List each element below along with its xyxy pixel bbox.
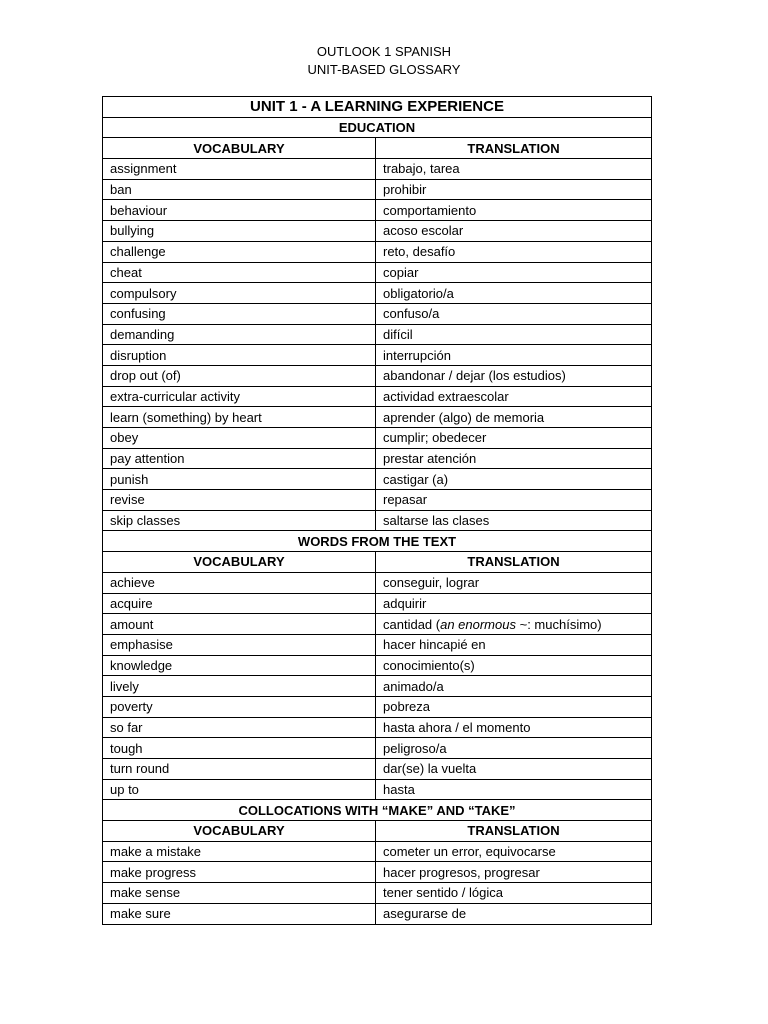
table-row	[103, 159, 652, 180]
table-row	[103, 634, 652, 655]
vocabulary-cell: challenge	[103, 241, 376, 262]
table-row	[103, 283, 652, 304]
table-row	[103, 490, 652, 511]
table-row	[103, 779, 652, 800]
table-row	[103, 407, 652, 428]
vocabulary-cell: make progress	[103, 862, 376, 883]
vocabulary-cell: drop out (of)	[103, 365, 376, 386]
vocabulary-cell: cheat	[103, 262, 376, 283]
column-header-vocabulary: VOCABULARY	[103, 821, 376, 842]
vocabulary-cell: assignment	[103, 159, 376, 180]
translation-cell: pobreza	[376, 696, 652, 717]
section-title: EDUCATION	[103, 117, 652, 138]
glossary-body	[103, 97, 652, 925]
table-row	[103, 903, 652, 924]
table-row	[103, 676, 652, 697]
translation-cell: cumplir; obedecer	[376, 428, 652, 449]
table-row	[103, 593, 652, 614]
vocabulary-cell: tough	[103, 738, 376, 759]
table-row	[103, 448, 652, 469]
table-row	[103, 365, 652, 386]
table-row	[103, 386, 652, 407]
vocabulary-cell: knowledge	[103, 655, 376, 676]
vocabulary-cell: lively	[103, 676, 376, 697]
translation-cell: saltarse las clases	[376, 510, 652, 531]
table-row	[103, 262, 652, 283]
translation-cell: hacer progresos, progresar	[376, 862, 652, 883]
vocabulary-cell: pay attention	[103, 448, 376, 469]
table-row	[103, 883, 652, 904]
translation-cell: reto, desafío	[376, 241, 652, 262]
translation-cell: comportamiento	[376, 200, 652, 221]
header-line-2: UNIT-BASED GLOSSARY	[307, 62, 461, 77]
vocabulary-cell: make sure	[103, 903, 376, 924]
vocabulary-cell: achieve	[103, 572, 376, 593]
translation-cell: hacer hincapié en	[376, 634, 652, 655]
column-header-translation: TRANSLATION	[376, 552, 652, 573]
vocabulary-cell: obey	[103, 428, 376, 449]
column-header-vocabulary: VOCABULARY	[103, 138, 376, 159]
vocabulary-cell: punish	[103, 469, 376, 490]
translation-cell: animado/a	[376, 676, 652, 697]
translation-cell: trabajo, tarea	[376, 159, 652, 180]
vocabulary-cell: emphasise	[103, 634, 376, 655]
translation-cell: adquirir	[376, 593, 652, 614]
vocabulary-cell: extra-curricular activity	[103, 386, 376, 407]
translation-cell: dar(se) la vuelta	[376, 759, 652, 780]
unit-title: UNIT 1 - A LEARNING EXPERIENCE	[103, 97, 652, 118]
vocabulary-cell: revise	[103, 490, 376, 511]
translation-cell: conseguir, lograr	[376, 572, 652, 593]
vocabulary-cell: behaviour	[103, 200, 376, 221]
translation-cell: interrupción	[376, 345, 652, 366]
vocabulary-cell: poverty	[103, 696, 376, 717]
vocabulary-cell: disruption	[103, 345, 376, 366]
translation-cell: prestar atención	[376, 448, 652, 469]
table-row	[103, 717, 652, 738]
table-row	[103, 200, 652, 221]
vocabulary-cell: compulsory	[103, 283, 376, 304]
translation-cell: cantidad (an enormous ~: muchísimo)	[376, 614, 652, 635]
table-row	[103, 221, 652, 242]
glossary-table	[102, 96, 652, 925]
translation-cell: obligatorio/a	[376, 283, 652, 304]
table-row	[103, 324, 652, 345]
column-header-vocabulary: VOCABULARY	[103, 552, 376, 573]
vocabulary-cell: bullying	[103, 221, 376, 242]
translation-cell: aprender (algo) de memoria	[376, 407, 652, 428]
vocabulary-cell: acquire	[103, 593, 376, 614]
translation-cell: actividad extraescolar	[376, 386, 652, 407]
section-title-row	[103, 117, 652, 138]
table-row	[103, 179, 652, 200]
translation-cell: hasta	[376, 779, 652, 800]
translation-cell: asegurarse de	[376, 903, 652, 924]
table-row	[103, 241, 652, 262]
table-row	[103, 469, 652, 490]
vocabulary-cell: turn round	[103, 759, 376, 780]
vocabulary-cell: demanding	[103, 324, 376, 345]
column-header-row	[103, 552, 652, 573]
table-row	[103, 738, 652, 759]
translation-cell: tener sentido / lógica	[376, 883, 652, 904]
table-row	[103, 655, 652, 676]
header-line-1: OUTLOOK 1 SPANISH	[316, 44, 452, 59]
translation-cell: hasta ahora / el momento	[376, 717, 652, 738]
vocabulary-cell: ban	[103, 179, 376, 200]
vocabulary-cell: amount	[103, 614, 376, 635]
translation-cell: prohibir	[376, 179, 652, 200]
table-row	[103, 428, 652, 449]
table-row	[103, 614, 652, 635]
translation-cell: copiar	[376, 262, 652, 283]
section-title: WORDS FROM THE TEXT	[103, 531, 652, 552]
unit-title-row	[103, 97, 652, 118]
vocabulary-cell: learn (something) by heart	[103, 407, 376, 428]
vocabulary-cell: make a mistake	[103, 841, 376, 862]
translation-cell: cometer un error, equivocarse	[376, 841, 652, 862]
translation-cell: repasar	[376, 490, 652, 511]
section-title-row	[103, 800, 652, 821]
translation-cell: conocimiento(s)	[376, 655, 652, 676]
vocabulary-cell: skip classes	[103, 510, 376, 531]
translation-cell: difícil	[376, 324, 652, 345]
translation-cell: confuso/a	[376, 303, 652, 324]
column-header-row	[103, 138, 652, 159]
table-row	[103, 303, 652, 324]
translation-cell: castigar (a)	[376, 469, 652, 490]
table-row	[103, 572, 652, 593]
table-row	[103, 841, 652, 862]
column-header-translation: TRANSLATION	[376, 138, 652, 159]
table-row	[103, 862, 652, 883]
table-row	[103, 345, 652, 366]
table-row	[103, 759, 652, 780]
italic-phrase: an enormous	[440, 616, 516, 632]
column-header-translation: TRANSLATION	[376, 821, 652, 842]
vocabulary-cell: confusing	[103, 303, 376, 324]
translation-cell: abandonar / dejar (los estudios)	[376, 365, 652, 386]
section-title-row	[103, 531, 652, 552]
vocabulary-cell: so far	[103, 717, 376, 738]
table-row	[103, 510, 652, 531]
vocabulary-cell: make sense	[103, 883, 376, 904]
translation-cell: acoso escolar	[376, 221, 652, 242]
table-row	[103, 696, 652, 717]
section-title: COLLOCATIONS WITH “MAKE” AND “TAKE”	[103, 800, 652, 821]
document-header	[0, 43, 768, 79]
translation-cell: peligroso/a	[376, 738, 652, 759]
column-header-row	[103, 821, 652, 842]
vocabulary-cell: up to	[103, 779, 376, 800]
